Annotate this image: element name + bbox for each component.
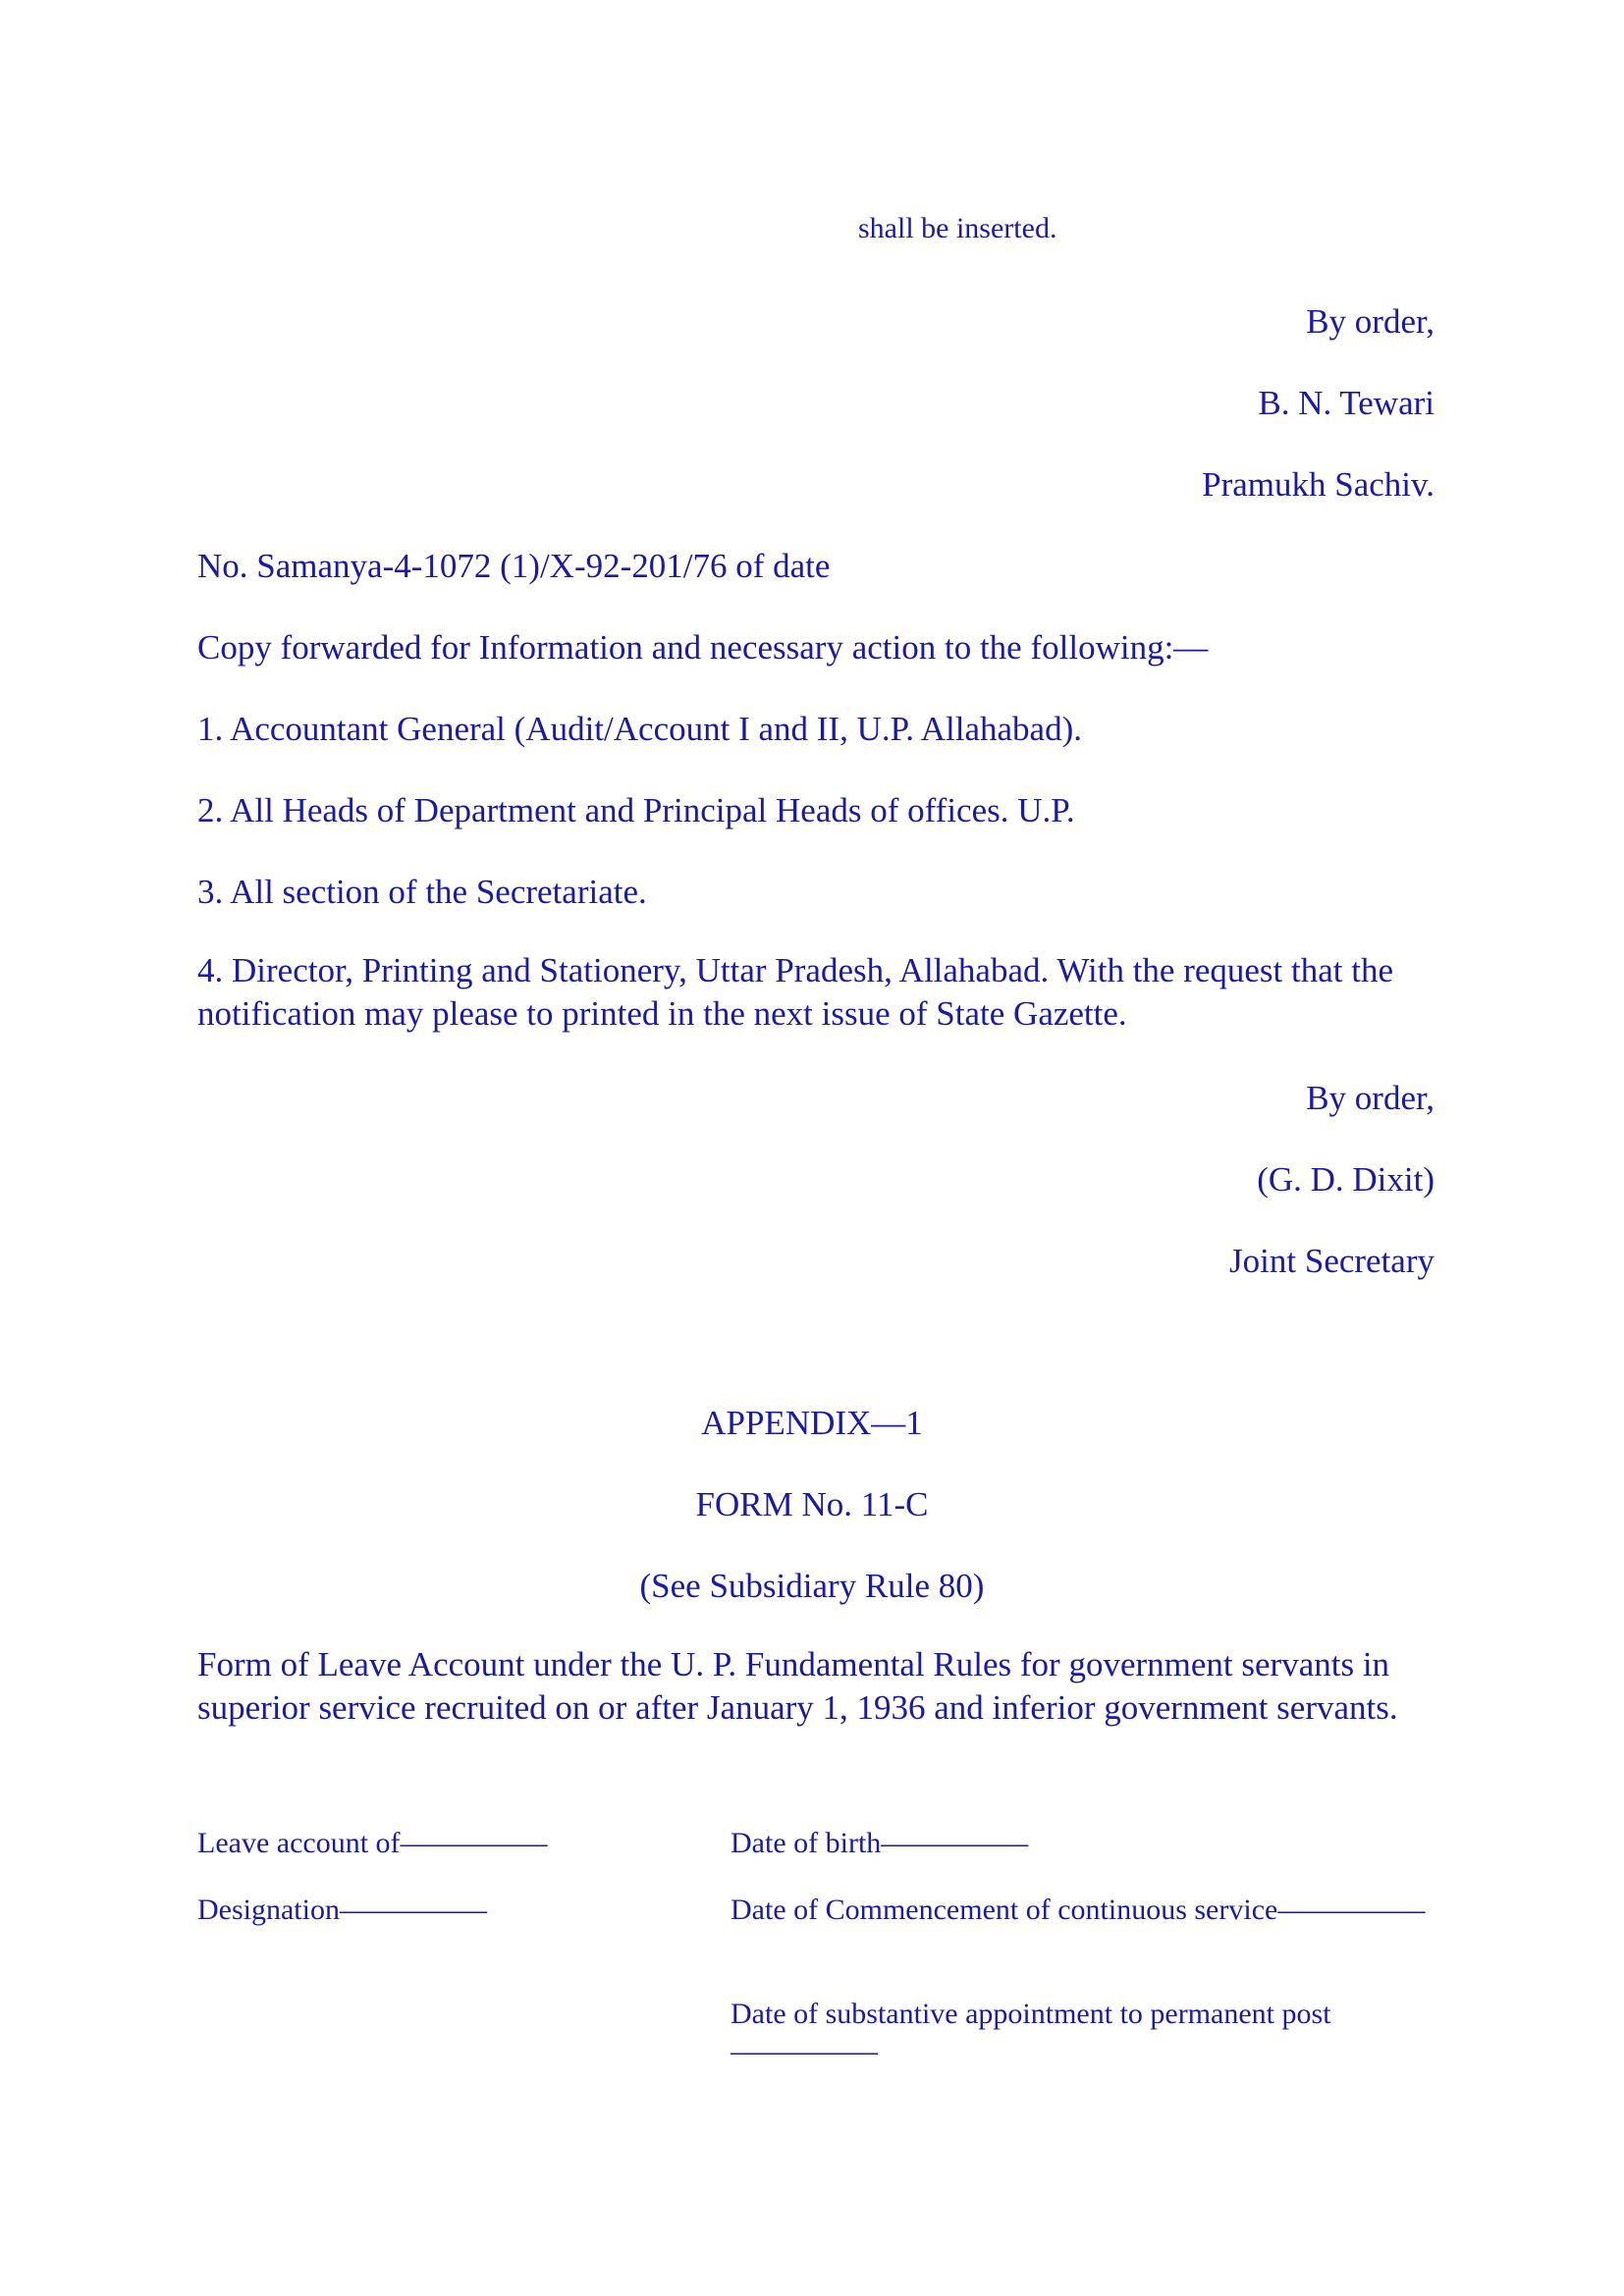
- signature-1-by-order: By order,: [1306, 302, 1435, 341]
- designation-field: Designation—————: [197, 1894, 487, 1926]
- signature-2-title: Joint Secretary: [1229, 1242, 1435, 1280]
- recipient-item: 3. All section of the Secretariate.: [197, 873, 647, 911]
- copy-forwarded-line: Copy forwarded for Information and necessary action to the following:—: [197, 628, 1209, 667]
- recipient-item: 2. All Heads of Department and Principal Heads of offices. U.P.: [197, 791, 1075, 829]
- signature-1-name: B. N. Tewari: [1258, 384, 1435, 422]
- signature-2-by-order: By order,: [1306, 1079, 1435, 1117]
- recipient-item: 4. Director, Printing and Stationery, Uttar Pradesh, Allahabad. With the request that the notification may please to printed in the next issue of State Gazette.: [197, 951, 1394, 1033]
- form-number: FORM No. 11-C: [695, 1485, 929, 1523]
- header-fragment: shall be inserted.: [858, 212, 1057, 244]
- date-of-commencement-field: Date of Commencement of continuous service—————: [731, 1894, 1426, 1926]
- date-of-substantive-appointment-field: Date of substantive appointment to permanent post—————: [731, 1998, 1331, 2067]
- leave-account-of-field: Leave account of—————: [197, 1827, 548, 1859]
- signature-2-name: (G. D. Dixit): [1257, 1160, 1435, 1199]
- form-description: Form of Leave Account under the U. P. Fundamental Rules for government servants in superior service recruited on or after January 1, 1936 and inferior government servants.: [197, 1645, 1398, 1727]
- appendix-heading: APPENDIX—1: [701, 1404, 923, 1442]
- rule-reference: (See Subsidiary Rule 80): [639, 1567, 985, 1605]
- signature-1-title: Pramukh Sachiv.: [1202, 465, 1435, 504]
- reference-number: No. Samanya-4-1072 (1)/X-92-201/76 of date: [197, 547, 831, 585]
- date-of-birth-field: Date of birth—————: [731, 1827, 1029, 1859]
- recipient-item: 1. Accountant General (Audit/Account I and II, U.P. Allahabad).: [197, 710, 1082, 748]
